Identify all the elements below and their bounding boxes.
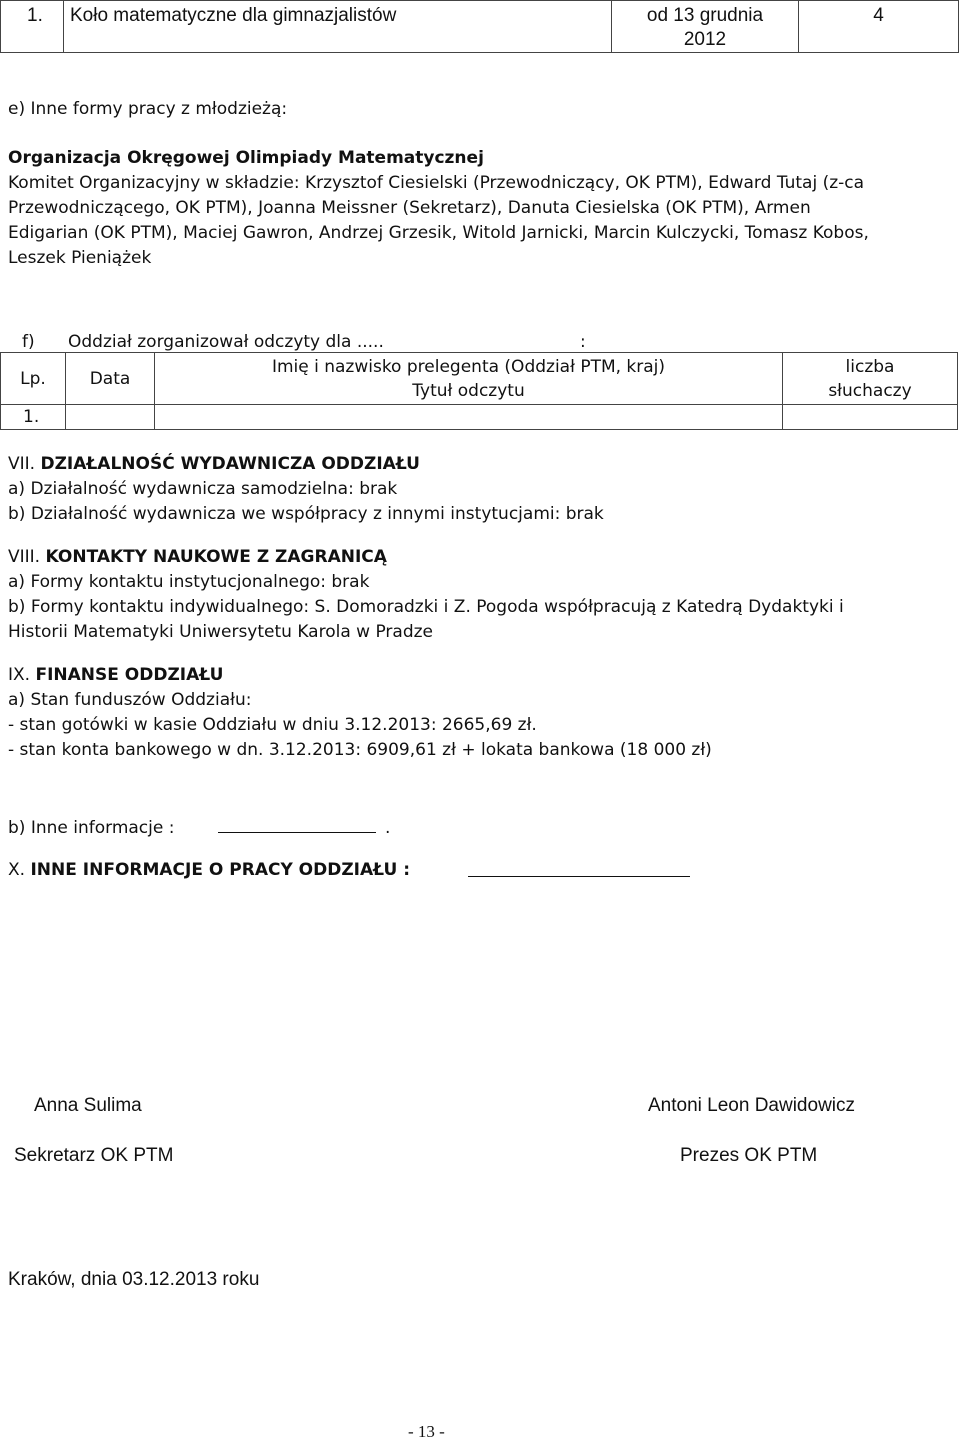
section-viii-b-line2: Historii Matematyki Uniwersytetu Karola w Pradze <box>8 622 433 642</box>
header-count: 4 <box>873 5 884 26</box>
committee-line-2: Przewodniczącego, OK PTM), Joanna Meissner (Sekretarz), Danuta Ciesielska (OK PTM), Armen <box>8 198 811 218</box>
signature-right-name: Antoni Leon Dawidowicz <box>648 1095 856 1116</box>
lectures-table <box>0 352 958 430</box>
row1-lp: 1. <box>1 405 66 430</box>
committee-line-3: Edigarian (OK PTM), Maciej Gawron, Andrzej Grzesik, Witold Jarnicki, Marcin Kulczycki, Tomasz Kobos, <box>8 223 869 243</box>
section-ix-num: IX. <box>8 665 31 685</box>
section-x-blank-line <box>468 876 690 877</box>
section-vii-heading-line <box>8 452 420 476</box>
bank-balance: - stan konta bankowego w dn. 3.12.2013: 6909,61 zł + lokata bankowa (18 000 zł) <box>8 740 712 760</box>
header-number-cell <box>1 1 64 53</box>
other-info-label: b) Inne informacje : <box>8 818 175 838</box>
header-count-cell <box>799 1 959 53</box>
section-x-heading: INNE INFORMACJE O PRACY ODDZIAŁU : <box>30 860 410 880</box>
header-number: 1. <box>27 5 43 26</box>
other-info-end: . <box>385 818 391 838</box>
col-count-header <box>783 353 958 405</box>
header-title-cell <box>64 1 612 53</box>
section-x-num: X. <box>8 860 26 880</box>
col-speaker-header: Imię i nazwisko prelegenta (Oddział PTM, kraj) <box>271 356 666 377</box>
section-vii-heading: DZIAŁALNOŚĆ WYDAWNICZA ODDZIAŁU <box>40 454 420 474</box>
col-count-line1: liczba <box>845 356 895 377</box>
section-ix-a: a) Stan funduszów Oddziału: <box>8 690 252 710</box>
section-f-marker: f) <box>22 332 35 352</box>
section-vii-num: VII. <box>8 454 36 474</box>
col-speaker-title-header <box>155 353 783 405</box>
section-f-colon: : <box>580 332 586 352</box>
place-date: Kraków, dnia 03.12.2013 roku <box>8 1269 260 1290</box>
section-viii-heading-line <box>8 545 387 569</box>
section-viii-a: a) Formy kontaktu instytucjonalnego: brak <box>8 572 370 592</box>
section-viii-heading: KONTAKTY NAUKOWE Z ZAGRANICĄ <box>45 547 387 567</box>
header-date-line2: 2012 <box>683 29 727 50</box>
signature-left-name: Anna Sulima <box>34 1095 142 1116</box>
section-ix-heading-line <box>8 663 223 687</box>
header-title: Koło matematyczne dla gimnazjalistów <box>70 5 397 26</box>
olympiad-title: Organizacja Okręgowej Olimpiady Matematycznej <box>8 148 484 168</box>
page-number: - 13 - <box>408 1422 445 1441</box>
other-info-blank-line <box>218 832 376 833</box>
col-count-line2: słuchaczy <box>828 380 912 401</box>
header-table <box>0 0 959 53</box>
col-date-header: Data <box>66 353 155 405</box>
committee-line-1: Komitet Organizacyjny w składzie: Krzysztof Ciesielski (Przewodniczący, OK PTM), Edward Tutaj (z-ca <box>8 173 865 193</box>
row1-speaker <box>155 405 783 430</box>
committee-line-4: Leszek Pieniążek <box>8 248 152 268</box>
header-date-cell <box>612 1 799 53</box>
signature-right-role: Prezes OK PTM <box>680 1145 818 1166</box>
section-vii-b: b) Działalność wydawnicza we współpracy z innymi instytucjami: brak <box>8 504 604 524</box>
row1-date <box>66 405 155 430</box>
cash-balance: - stan gotówki w kasie Oddziału w dniu 3.12.2013: 2665,69 zł. <box>8 715 537 735</box>
section-vii-a: a) Działalność wydawnicza samodzielna: brak <box>8 479 398 499</box>
section-ix-heading: FINANSE ODDZIAŁU <box>35 665 224 685</box>
col-title-header: Tytuł odczytu <box>412 380 525 401</box>
section-viii-b-line1: b) Formy kontaktu indywidualnego: S. Domoradzki i Z. Pogoda współpracują z Katedrą Dydaktyki i <box>8 597 844 617</box>
section-e-heading: e) Inne formy pracy z młodzieżą: <box>8 99 288 119</box>
header-date-line1: od 13 grudnia <box>646 5 764 26</box>
section-x-heading-line <box>8 858 410 882</box>
section-f-text: Oddział zorganizował odczyty dla ..... <box>68 332 384 352</box>
signature-left-role: Sekretarz OK PTM <box>14 1145 174 1166</box>
row1-count <box>783 405 958 430</box>
col-lp-header: Lp. <box>1 353 66 405</box>
section-viii-num: VIII. <box>8 547 41 567</box>
